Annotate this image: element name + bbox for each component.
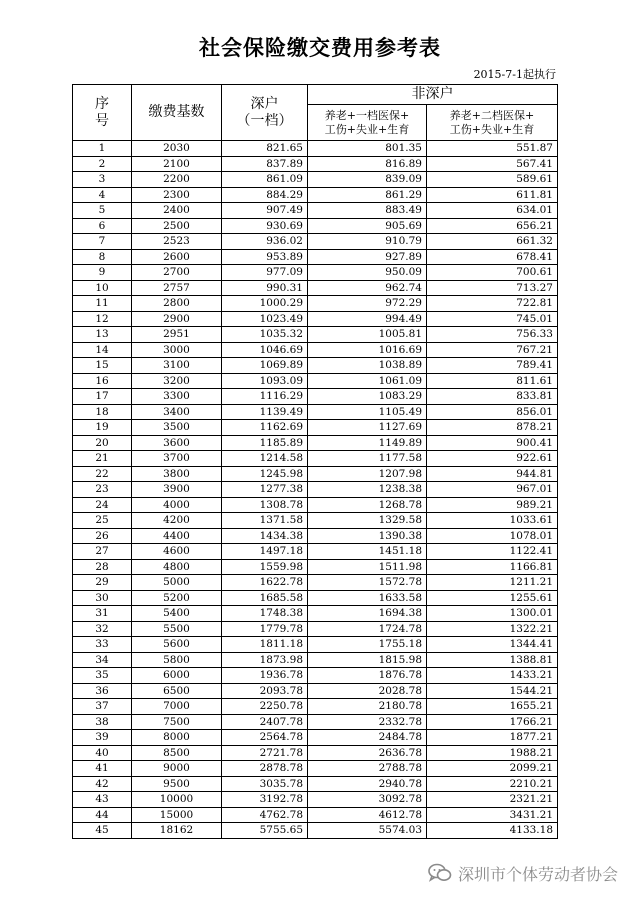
cell-non-shenzhen-tier1: 1724.78 [308,621,427,637]
cell-shenzhen: 1779.78 [222,621,308,637]
cell-shenzhen: 1069.89 [222,358,308,374]
table-row [73,730,558,746]
table-row [73,435,558,451]
cell-non-shenzhen-tier2: 589.61 [427,172,558,188]
cell-shenzhen: 3035.78 [222,776,308,792]
table-row [73,451,558,467]
cell-non-shenzhen-tier2: 833.81 [427,389,558,405]
cell-base: 8000 [132,730,222,746]
cell-non-shenzhen-tier1: 1694.38 [308,606,427,622]
cell-non-shenzhen-tier2: 1988.21 [427,745,558,761]
cell-non-shenzhen-tier2: 678.41 [427,249,558,265]
cell-shenzhen: 2250.78 [222,699,308,715]
cell-base: 7000 [132,699,222,715]
cell-base: 4600 [132,544,222,560]
cell-seq: 5 [73,203,132,219]
cell-non-shenzhen-tier2: 661.32 [427,234,558,250]
cell-non-shenzhen-tier2: 900.41 [427,435,558,451]
cell-base: 8500 [132,745,222,761]
header-seq-line2: 号 [95,112,109,129]
cell-seq: 16 [73,373,132,389]
cell-shenzhen: 990.31 [222,280,308,296]
table-row [73,683,558,699]
cell-non-shenzhen-tier2: 811.61 [427,373,558,389]
cell-shenzhen: 861.09 [222,172,308,188]
cell-seq: 22 [73,466,132,482]
cell-seq: 45 [73,823,132,839]
cell-shenzhen: 1214.58 [222,451,308,467]
cell-non-shenzhen-tier1: 1149.89 [308,435,427,451]
cell-base: 2951 [132,327,222,343]
table-row [73,668,558,684]
table-row [73,761,558,777]
table-row [73,637,558,653]
cell-non-shenzhen-tier2: 789.41 [427,358,558,374]
cell-base: 2100 [132,156,222,172]
cell-base: 18162 [132,823,222,839]
cell-non-shenzhen-tier2: 1166.81 [427,559,558,575]
table-row [73,327,558,343]
cell-base: 2523 [132,234,222,250]
table-row [73,466,558,482]
cell-base: 3900 [132,482,222,498]
cell-non-shenzhen-tier1: 1815.98 [308,652,427,668]
table-row [73,652,558,668]
cell-shenzhen: 930.69 [222,218,308,234]
cell-non-shenzhen-tier1: 3092.78 [308,792,427,808]
cell-non-shenzhen-tier2: 611.81 [427,187,558,203]
cell-seq: 36 [73,683,132,699]
cell-shenzhen: 3192.78 [222,792,308,808]
table-row [73,420,558,436]
cell-shenzhen: 1023.49 [222,311,308,327]
cell-non-shenzhen-tier2: 567.41 [427,156,558,172]
cell-non-shenzhen-tier2: 2321.21 [427,792,558,808]
cell-non-shenzhen-tier2: 1655.21 [427,699,558,715]
cell-non-shenzhen-tier2: 1388.81 [427,652,558,668]
cell-non-shenzhen-tier1: 2180.78 [308,699,427,715]
table-row [73,590,558,606]
cell-seq: 34 [73,652,132,668]
cell-base: 3000 [132,342,222,358]
cell-shenzhen: 1277.38 [222,482,308,498]
cell-non-shenzhen-tier1: 994.49 [308,311,427,327]
cell-shenzhen: 977.09 [222,265,308,281]
cell-non-shenzhen-tier2: 856.01 [427,404,558,420]
cell-non-shenzhen-tier1: 1755.18 [308,637,427,653]
cell-shenzhen: 1811.18 [222,637,308,653]
cell-non-shenzhen-tier1: 2940.78 [308,776,427,792]
cell-seq: 15 [73,358,132,374]
cell-non-shenzhen-tier1: 2636.78 [308,745,427,761]
cell-shenzhen: 1035.32 [222,327,308,343]
cell-non-shenzhen-tier2: 1322.21 [427,621,558,637]
cell-base: 2700 [132,265,222,281]
cell-non-shenzhen-tier2: 756.33 [427,327,558,343]
cell-shenzhen: 1434.38 [222,528,308,544]
table-row [73,342,558,358]
table-row [73,714,558,730]
cell-non-shenzhen-tier1: 1005.81 [308,327,427,343]
insurance-fee-table [72,84,558,839]
cell-seq: 42 [73,776,132,792]
cell-base: 5000 [132,575,222,591]
watermark [428,862,618,884]
cell-non-shenzhen-tier2: 1344.41 [427,637,558,653]
cell-base: 5200 [132,590,222,606]
cell-shenzhen: 1748.38 [222,606,308,622]
table-row [73,141,558,157]
table-row [73,389,558,405]
cell-seq: 26 [73,528,132,544]
cell-base: 4200 [132,513,222,529]
header-shenzhen-line2: （一档） [236,112,293,129]
cell-shenzhen: 2564.78 [222,730,308,746]
header-tier2-line1: 养老+二档医保+ [449,108,535,122]
cell-non-shenzhen-tier1: 905.69 [308,218,427,234]
cell-seq: 31 [73,606,132,622]
table-row [73,234,558,250]
cell-non-shenzhen-tier1: 962.74 [308,280,427,296]
cell-seq: 11 [73,296,132,312]
cell-base: 5600 [132,637,222,653]
cell-non-shenzhen-tier2: 922.61 [427,451,558,467]
cell-shenzhen: 1622.78 [222,575,308,591]
cell-non-shenzhen-tier1: 1451.18 [308,544,427,560]
cell-non-shenzhen-tier1: 2484.78 [308,730,427,746]
cell-seq: 41 [73,761,132,777]
cell-seq: 20 [73,435,132,451]
cell-non-shenzhen-tier2: 767.21 [427,342,558,358]
cell-base: 15000 [132,807,222,823]
wechat-icon [428,863,452,883]
table-row [73,776,558,792]
table-row [73,699,558,715]
cell-seq: 6 [73,218,132,234]
table-body [73,141,558,839]
cell-shenzhen: 2878.78 [222,761,308,777]
cell-seq: 27 [73,544,132,560]
table-row [73,373,558,389]
table-row [73,807,558,823]
table-row [73,187,558,203]
cell-non-shenzhen-tier1: 1572.78 [308,575,427,591]
cell-base: 4000 [132,497,222,513]
cell-base: 3500 [132,420,222,436]
cell-shenzhen: 1873.98 [222,652,308,668]
cell-non-shenzhen-tier2: 1255.61 [427,590,558,606]
cell-seq: 29 [73,575,132,591]
cell-base: 4400 [132,528,222,544]
cell-shenzhen: 1046.69 [222,342,308,358]
table-row [73,528,558,544]
cell-non-shenzhen-tier1: 1177.58 [308,451,427,467]
cell-base: 9500 [132,776,222,792]
cell-non-shenzhen-tier1: 861.29 [308,187,427,203]
cell-seq: 28 [73,559,132,575]
page-title: 社会保险缴交费用参考表 [199,36,441,60]
cell-seq: 19 [73,420,132,436]
cell-non-shenzhen-tier1: 910.79 [308,234,427,250]
cell-base: 3300 [132,389,222,405]
cell-shenzhen: 884.29 [222,187,308,203]
header-seq [73,85,132,141]
cell-non-shenzhen-tier2: 551.87 [427,141,558,157]
cell-non-shenzhen-tier1: 5574.03 [308,823,427,839]
cell-seq: 13 [73,327,132,343]
cell-base: 5400 [132,606,222,622]
cell-shenzhen: 4762.78 [222,807,308,823]
cell-non-shenzhen-tier1: 1083.29 [308,389,427,405]
table-row [73,792,558,808]
cell-base: 2200 [132,172,222,188]
cell-non-shenzhen-tier2: 1078.01 [427,528,558,544]
cell-shenzhen: 1185.89 [222,435,308,451]
cell-shenzhen: 1685.58 [222,590,308,606]
cell-seq: 32 [73,621,132,637]
table-row [73,296,558,312]
cell-shenzhen: 936.02 [222,234,308,250]
header-seq-line1: 序 [95,95,109,112]
cell-base: 2300 [132,187,222,203]
cell-shenzhen: 907.49 [222,203,308,219]
cell-non-shenzhen-tier1: 972.29 [308,296,427,312]
cell-non-shenzhen-tier1: 1127.69 [308,420,427,436]
cell-non-shenzhen-tier2: 745.01 [427,311,558,327]
cell-seq: 25 [73,513,132,529]
table-row [73,404,558,420]
table-row [73,621,558,637]
header-tier1-line1: 养老+一档医保+ [324,108,410,122]
header-shenzhen-line1: 深户 [250,95,279,112]
cell-base: 9000 [132,761,222,777]
cell-seq: 4 [73,187,132,203]
cell-non-shenzhen-tier2: 3431.21 [427,807,558,823]
table-row [73,482,558,498]
cell-base: 2757 [132,280,222,296]
header-base: 缴费基数 [132,85,222,141]
cell-seq: 1 [73,141,132,157]
cell-shenzhen: 1497.18 [222,544,308,560]
table-row [73,172,558,188]
cell-seq: 10 [73,280,132,296]
cell-non-shenzhen-tier2: 1033.61 [427,513,558,529]
cell-shenzhen: 1371.58 [222,513,308,529]
cell-shenzhen: 1093.09 [222,373,308,389]
cell-base: 3700 [132,451,222,467]
cell-seq: 33 [73,637,132,653]
table-row [73,265,558,281]
cell-non-shenzhen-tier2: 1433.21 [427,668,558,684]
cell-seq: 12 [73,311,132,327]
cell-non-shenzhen-tier1: 816.89 [308,156,427,172]
table-row [73,606,558,622]
header-tier1-line2: 工伤+失业+生育 [324,122,410,136]
cell-seq: 38 [73,714,132,730]
cell-shenzhen: 2721.78 [222,745,308,761]
cell-non-shenzhen-tier2: 1300.01 [427,606,558,622]
cell-non-shenzhen-tier1: 1038.89 [308,358,427,374]
header-tier1 [308,105,427,141]
cell-base: 7500 [132,714,222,730]
table-row [73,249,558,265]
cell-seq: 44 [73,807,132,823]
cell-non-shenzhen-tier2: 722.81 [427,296,558,312]
cell-non-shenzhen-tier2: 713.27 [427,280,558,296]
table-row [73,544,558,560]
header-tier2-line2: 工伤+失业+生育 [449,122,535,136]
cell-non-shenzhen-tier2: 2099.21 [427,761,558,777]
cell-seq: 21 [73,451,132,467]
cell-shenzhen: 1308.78 [222,497,308,513]
cell-shenzhen: 1245.98 [222,466,308,482]
cell-non-shenzhen-tier1: 2332.78 [308,714,427,730]
cell-seq: 14 [73,342,132,358]
cell-non-shenzhen-tier2: 878.21 [427,420,558,436]
cell-base: 2900 [132,311,222,327]
cell-non-shenzhen-tier1: 883.49 [308,203,427,219]
cell-shenzhen: 1000.29 [222,296,308,312]
cell-base: 4800 [132,559,222,575]
cell-shenzhen: 5755.65 [222,823,308,839]
cell-base: 10000 [132,792,222,808]
table-row [73,497,558,513]
cell-seq: 18 [73,404,132,420]
cell-non-shenzhen-tier1: 1329.58 [308,513,427,529]
effective-date: 2015-7-1起执行 [473,68,556,81]
cell-non-shenzhen-tier1: 839.09 [308,172,427,188]
cell-base: 6000 [132,668,222,684]
cell-shenzhen: 821.65 [222,141,308,157]
watermark-text: 深圳市个体劳动者协会 [457,864,618,884]
cell-base: 3800 [132,466,222,482]
cell-non-shenzhen-tier1: 4612.78 [308,807,427,823]
table-row [73,559,558,575]
cell-non-shenzhen-tier1: 1876.78 [308,668,427,684]
cell-shenzhen: 1162.69 [222,420,308,436]
cell-non-shenzhen-tier2: 944.81 [427,466,558,482]
table-row [73,745,558,761]
cell-non-shenzhen-tier2: 656.21 [427,218,558,234]
cell-non-shenzhen-tier1: 1016.69 [308,342,427,358]
cell-base: 2800 [132,296,222,312]
cell-non-shenzhen-tier2: 4133.18 [427,823,558,839]
cell-non-shenzhen-tier1: 801.35 [308,141,427,157]
table-row [73,311,558,327]
cell-non-shenzhen-tier2: 2210.21 [427,776,558,792]
cell-seq: 2 [73,156,132,172]
cell-seq: 9 [73,265,132,281]
cell-shenzhen: 837.89 [222,156,308,172]
cell-non-shenzhen-tier2: 634.01 [427,203,558,219]
cell-non-shenzhen-tier1: 1633.58 [308,590,427,606]
table-row [73,156,558,172]
table-row [73,203,558,219]
cell-non-shenzhen-tier1: 1268.78 [308,497,427,513]
cell-seq: 35 [73,668,132,684]
cell-non-shenzhen-tier2: 989.21 [427,497,558,513]
cell-base: 2500 [132,218,222,234]
cell-base: 3100 [132,358,222,374]
cell-non-shenzhen-tier2: 1877.21 [427,730,558,746]
table-row [73,513,558,529]
table-row [73,823,558,839]
cell-non-shenzhen-tier1: 1390.38 [308,528,427,544]
cell-non-shenzhen-tier1: 1207.98 [308,466,427,482]
cell-base: 3600 [132,435,222,451]
cell-non-shenzhen-tier1: 2028.78 [308,683,427,699]
cell-seq: 23 [73,482,132,498]
cell-base: 3200 [132,373,222,389]
cell-seq: 43 [73,792,132,808]
cell-non-shenzhen-tier1: 1511.98 [308,559,427,575]
cell-non-shenzhen-tier2: 1211.21 [427,575,558,591]
cell-seq: 7 [73,234,132,250]
cell-non-shenzhen-tier2: 1122.41 [427,544,558,560]
cell-shenzhen: 1139.49 [222,404,308,420]
cell-base: 2400 [132,203,222,219]
cell-non-shenzhen-tier1: 1105.49 [308,404,427,420]
cell-base: 5800 [132,652,222,668]
cell-shenzhen: 1559.98 [222,559,308,575]
cell-seq: 30 [73,590,132,606]
cell-base: 3400 [132,404,222,420]
cell-seq: 40 [73,745,132,761]
cell-non-shenzhen-tier1: 2788.78 [308,761,427,777]
cell-shenzhen: 1936.78 [222,668,308,684]
cell-non-shenzhen-tier2: 1544.21 [427,683,558,699]
header-non-shenzhen: 非深户 [308,85,558,105]
cell-shenzhen: 2407.78 [222,714,308,730]
cell-shenzhen: 953.89 [222,249,308,265]
cell-non-shenzhen-tier1: 1061.09 [308,373,427,389]
cell-shenzhen: 1116.29 [222,389,308,405]
table-row [73,218,558,234]
cell-seq: 24 [73,497,132,513]
table-row [73,575,558,591]
header-shenzhen [222,85,308,141]
cell-shenzhen: 2093.78 [222,683,308,699]
cell-base: 5500 [132,621,222,637]
cell-non-shenzhen-tier1: 927.89 [308,249,427,265]
table-row [73,280,558,296]
cell-seq: 17 [73,389,132,405]
cell-seq: 37 [73,699,132,715]
cell-base: 2030 [132,141,222,157]
cell-non-shenzhen-tier2: 700.61 [427,265,558,281]
cell-seq: 8 [73,249,132,265]
cell-non-shenzhen-tier1: 950.09 [308,265,427,281]
cell-non-shenzhen-tier2: 967.01 [427,482,558,498]
table-row [73,358,558,374]
cell-base: 6500 [132,683,222,699]
cell-seq: 3 [73,172,132,188]
cell-non-shenzhen-tier1: 1238.38 [308,482,427,498]
cell-base: 2600 [132,249,222,265]
cell-seq: 39 [73,730,132,746]
header-tier2 [427,105,558,141]
cell-non-shenzhen-tier2: 1766.21 [427,714,558,730]
